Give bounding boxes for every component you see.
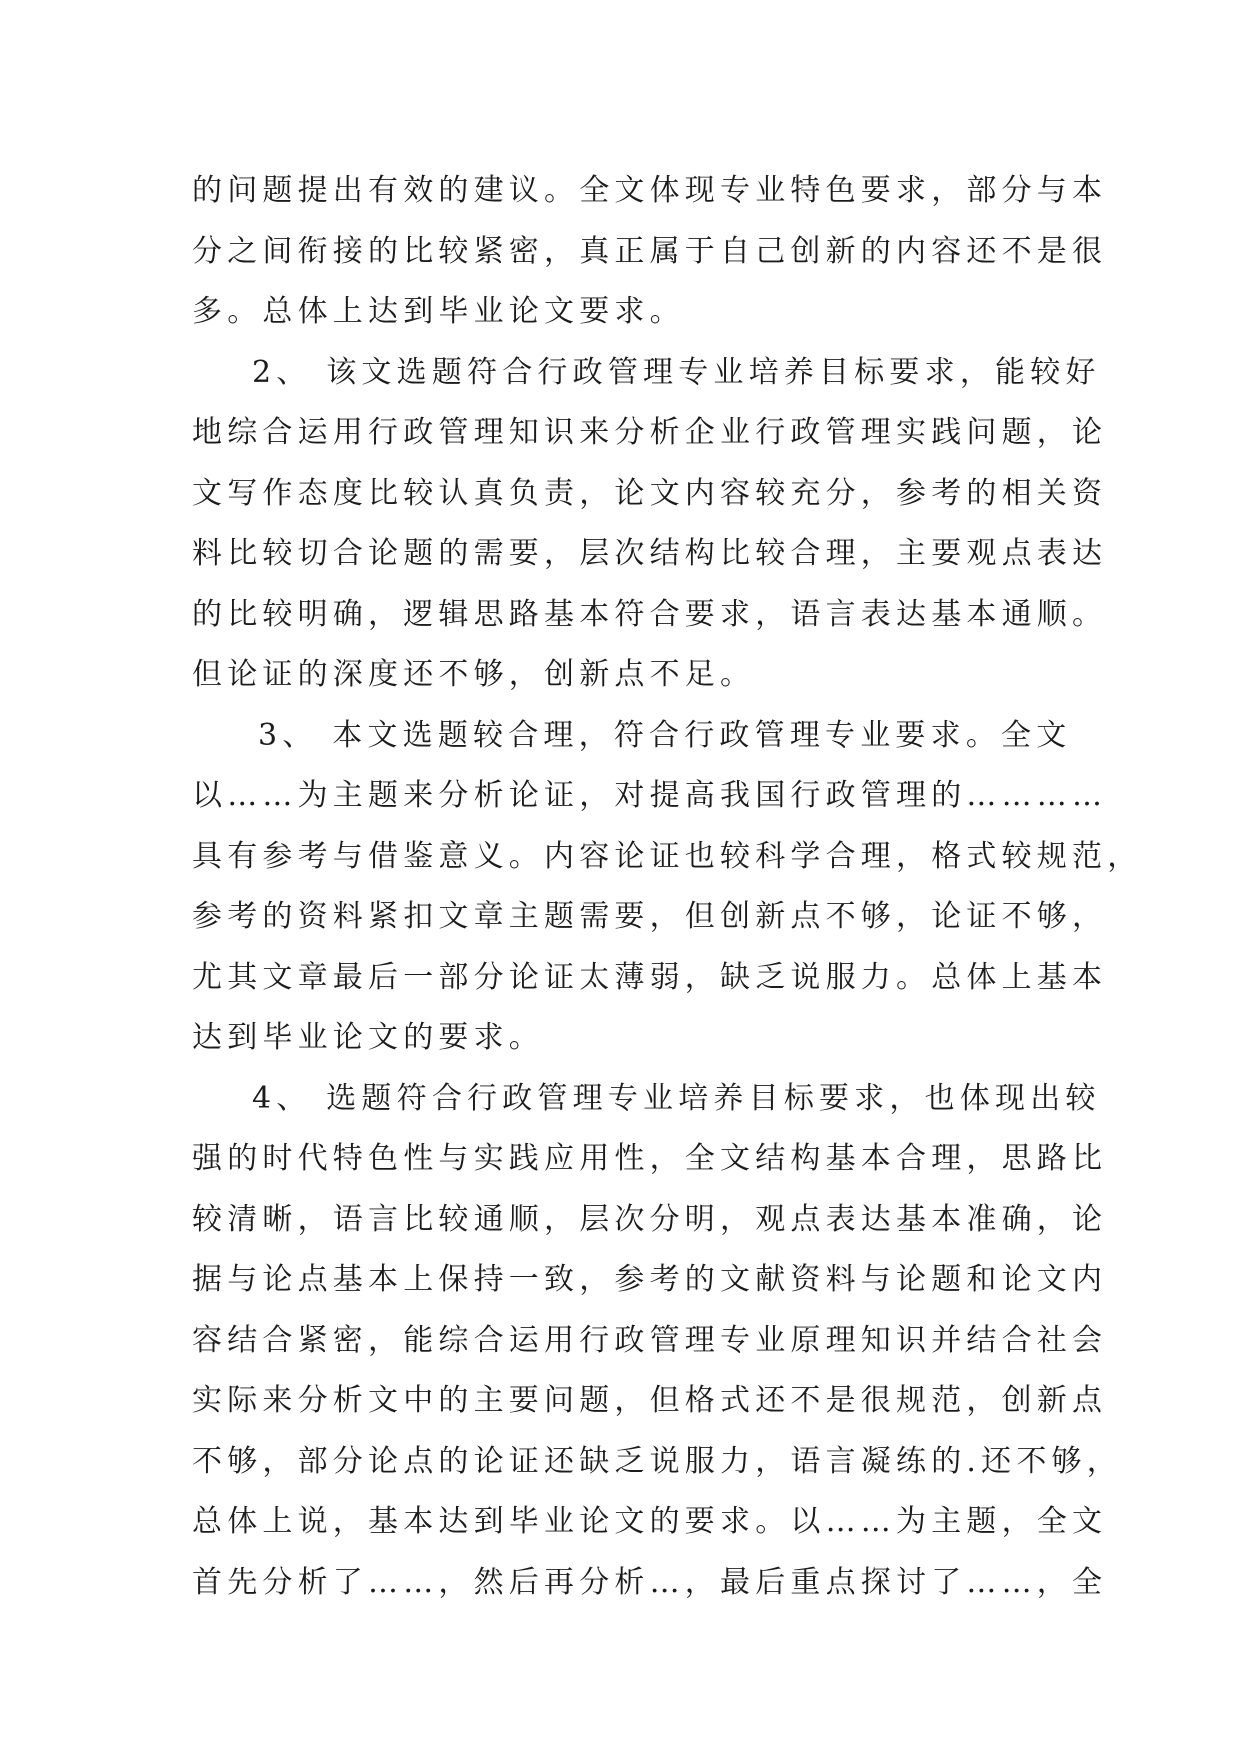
text-line: 以……为主题来分析论证，对提高我国行政管理的………… [192,778,1108,813]
text-line: 地综合运用行政管理知识来分析企业行政管理实践问题，论 [192,415,1108,450]
text-line: 据与论点基本上保持一致，参考的文献资料与论题和论文内 [192,1262,1108,1297]
text-line: 较清晰，语言比较通顺，层次分明，观点表达基本准确，论 [192,1201,1108,1237]
body-text [192,161,1143,1613]
text-line: 的问题提出有效的建议。全文体现专业特色要求，部分与本 [192,173,1108,208]
text-line: 达到毕业论文的要求。 [192,1020,544,1055]
text-line: 但论证的深度还不够，创新点不足。 [192,657,756,692]
text-line: 容结合紧密，能综合运用行政管理专业原理知识并结合社会 [192,1322,1108,1358]
text-line: 强的时代特色性与实践应用性，全文结构基本合理，思路比 [192,1141,1108,1176]
paragraph-start-line: 3、 本文选题较合理，符合行政管理专业要求。全文 [258,717,1072,753]
text-line: 参考的资料紧扣文章主题需要，但创新点不够，论证不够， [192,899,1108,934]
text-line: 实际来分析文中的主要问题，但格式还不是很规范，创新点 [192,1383,1108,1418]
text-line: 总体上说，基本达到毕业论文的要求。以……为主题，全文 [192,1504,1108,1539]
text-line: 料比较切合论题的需要，层次结构比较合理，主要观点表达 [192,536,1108,571]
text-line: 的比较明确，逻辑思路基本符合要求，语言表达基本通顺。 [192,596,1108,632]
text-line: 不够，部分论点的论证还缺乏说服力，语言凝练的.还不够， [192,1443,1122,1479]
text-line: 具有参考与借鉴意义。内容论证也较科学合理，格式较规范， [192,838,1143,874]
text-line: 尤其文章最后一部分论证太薄弱，缺乏说服力。总体上基本 [192,959,1108,995]
text-line: 多。总体上达到毕业论文要求。 [192,294,685,329]
text-line: 文写作态度比较认真负责，论文内容较充分，参考的相关资 [192,475,1108,511]
paragraph-start-line: 4、 选题符合行政管理专业培养目标要求，也体现出较 [252,1080,1101,1116]
text-line: 首先分析了……，然后再分析…，最后重点探讨了……，全 [192,1564,1108,1600]
text-line: 分之间衔接的比较紧密，真正属于自己创新的内容还不是很 [192,233,1108,269]
paragraph-start-line: 2、 该文选题符合行政管理专业培养目标要求，能较好 [252,354,1101,390]
